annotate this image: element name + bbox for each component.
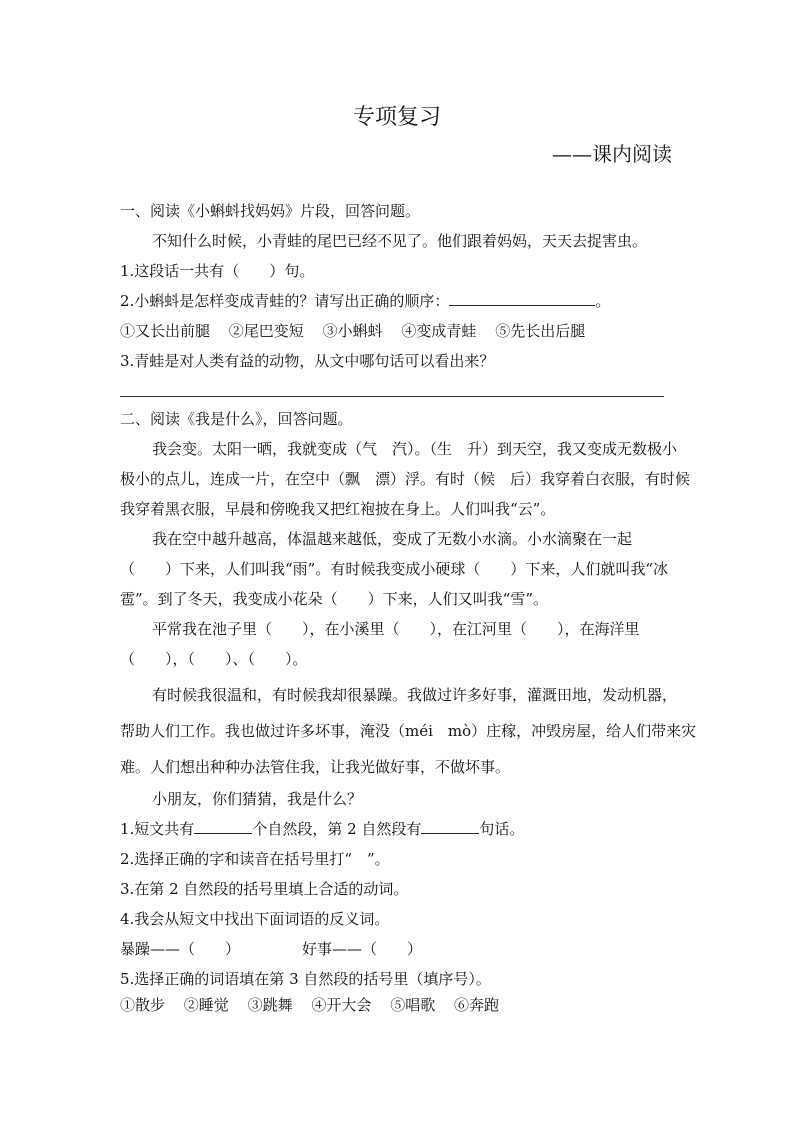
option-item: ③跳舞 (247, 996, 293, 1014)
section1-question-2-end: 。 (595, 292, 611, 310)
option-item: ④开大会 (311, 996, 372, 1014)
paragraph-1-line: 我穿着黑衣服，早晨和傍晚我又把红袍披在身上。人们叫我“云”。 (120, 500, 556, 518)
option-item: ④变成青蛙 (401, 322, 477, 340)
option-item: ①又长出前腿 (120, 322, 211, 340)
question-text: 句话。 (479, 820, 525, 838)
section2-question-3: 3.在第 2 自然段的括号里填上合适的动词。 (120, 880, 409, 898)
option-item: ①散步 (120, 996, 166, 1014)
answer-blank[interactable] (449, 291, 595, 306)
paragraph-3-line: （ ），（ ）、（ ）。 (120, 650, 308, 668)
section2-options (120, 994, 513, 1015)
paragraph-4-line: 难。人们想出种种办法管住我，让我光做好事，不做坏事。 (120, 758, 511, 776)
answer-blank[interactable] (421, 819, 479, 834)
section1-question-1: 1.这段话一共有（ ）句。 (120, 262, 315, 280)
section2-question-4: 4.我会从短文中找出下面词语的反义词。 (120, 910, 390, 928)
paragraph-4-line: 帮助人们工作。我也做过许多坏事，淹没（méi mò）庄稼，冲毁房屋，给人们带来灾 (120, 722, 697, 740)
section2-heading: 二、阅读《我是什么》，回答问题。 (120, 410, 353, 428)
option-item: ⑤先长出后腿 (495, 322, 586, 340)
section2-question-5: 5.选择正确的词语填在第 3 自然段的括号里（填序号）。 (120, 970, 491, 988)
page-subtitle: ——课内阅读 (552, 142, 672, 166)
option-item: ③小蝌蚪 (322, 322, 383, 340)
question-text: 个自然段，第 2 自然段有 (252, 820, 422, 838)
paragraph-3-line: 平常我在池子里（ ），在小溪里（ ），在江河里（ ），在海洋里 (152, 620, 640, 638)
option-item: ②尾巴变短 (228, 322, 304, 340)
option-item: ⑤唱歌 (390, 996, 436, 1014)
option-item: ②睡觉 (183, 996, 229, 1014)
section1-question-2-text: 2.小蝌蚪是怎样变成青蛙的？请写出正确的顺序： (120, 292, 450, 310)
question-text: 1.短文共有 (120, 820, 195, 838)
antonym-item: 好事——（ ） (302, 940, 423, 958)
paragraph-2-line: 雹”。到了冬天，我变成小花朵（ ）下来，人们又叫我“雪”。 (120, 590, 549, 608)
section1-question-3: 3.青蛙是对人类有益的动物，从文中哪句话可以看出来？ (120, 352, 495, 370)
paragraph-1-line: 极小的点儿，连成一片，在空中（飘 漂）浮。有时（候 后）我穿着白衣服，有时候 (120, 470, 691, 488)
paragraph-1-line: 我会变。太阳一晒，我就变成（气 汽）。（生 升）到天空，我又变成无数极小 (152, 440, 678, 458)
section1-heading: 一、阅读《小蝌蚪找妈妈》片段，回答问题。 (120, 202, 421, 220)
antonym-row (120, 938, 422, 959)
paragraph-2-line: 我在空中越升越高，体温越来越低，变成了无数小水滴。小水滴聚在一起 (152, 530, 633, 548)
section1-question-2 (120, 290, 610, 311)
paragraph-4-line: 有时候我很温和，有时候我却很暴躁。我做过许多好事，灌溉田地，发动机器， (152, 686, 678, 704)
answer-blank[interactable] (194, 819, 252, 834)
page-title: 专项复习 (352, 105, 441, 130)
option-item: ⑥奔跑 (453, 996, 499, 1014)
answer-line[interactable] (120, 396, 664, 397)
section1-options (120, 320, 599, 341)
paragraph-2-line: （ ）下来，人们叫我“雨”。有时候我变成小硬球（ ）下来，人们就叫我“冰 (120, 560, 669, 578)
section2-question-2: 2.选择正确的字和读音在括号里打“ ”。 (120, 850, 390, 868)
paragraph-5: 小朋友，你们猜猜，我是什么？ (152, 790, 363, 808)
section1-passage: 不知什么时候，小青蛙的尾巴已经不见了。他们跟着妈妈，天天去捉害虫。 (152, 232, 648, 250)
section2-question-1 (120, 818, 524, 839)
antonym-item: 暴躁——（ ） (120, 940, 241, 958)
